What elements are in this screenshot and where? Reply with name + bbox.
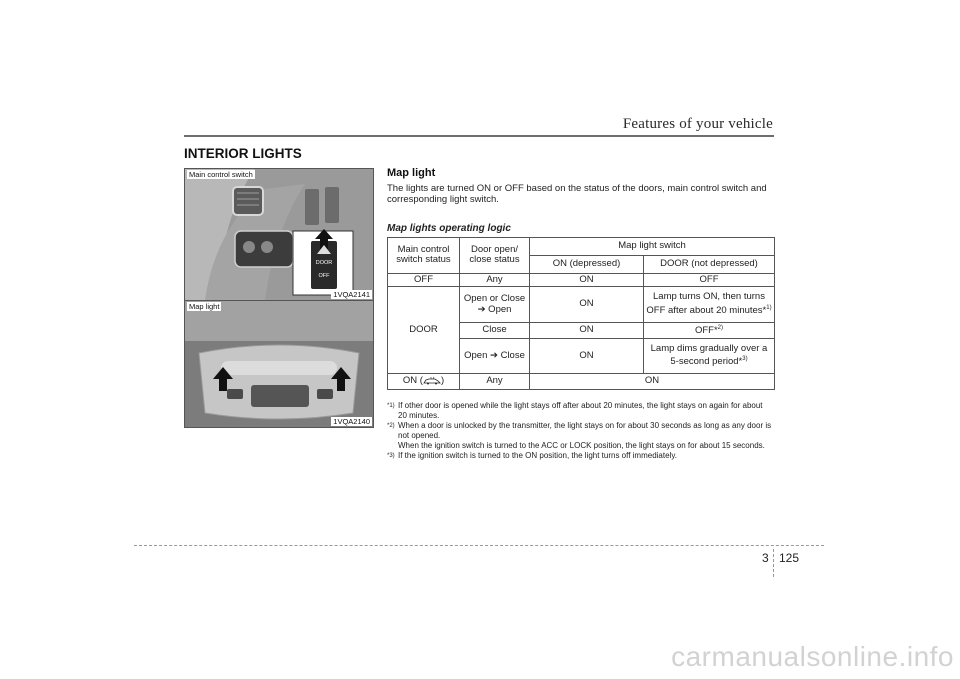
table-cell: Close (460, 322, 530, 338)
table-cell: Open ➔ Close (460, 338, 530, 374)
watermark: carmanualsonline.info (671, 641, 954, 672)
table-cell: Lamp turns ON, then turns OFF after about 20 minutes*$^{1)}$ (644, 287, 775, 323)
header-main-control: Main control switch status (388, 238, 460, 274)
table-cell: Lamp dims gradually over a 5-second period*$^{3)}$ (644, 338, 775, 374)
table-cell: ON (530, 374, 775, 390)
table-cell: Any (460, 374, 530, 390)
footnote-2-continued: When the ignition switch is turned to the ACC or LOCK position, the light stays on for about 15 seconds. (398, 441, 765, 450)
header-title: Features of your vehicle (622, 116, 773, 132)
table-cell: Open or Close ➔ Open (460, 287, 530, 323)
footnotes (387, 401, 772, 461)
door-open-car-icon (423, 376, 441, 385)
table-title: Map lights operating logic (387, 223, 511, 234)
section-title: INTERIOR LIGHTS (184, 146, 302, 161)
header-map-light-switch: Map light switch (530, 238, 775, 256)
page-chapter: 3 (762, 551, 769, 565)
figure-label-main-control-switch: Main control switch (189, 170, 253, 179)
main-control-switch-illustration (185, 169, 373, 300)
table-cell: OFF*$^{2)}$ (644, 322, 775, 338)
figure-code-2: 1VQA2140 (333, 417, 370, 426)
figure-map-light (184, 300, 374, 428)
figure-main-control-switch (184, 168, 374, 301)
header-on-depressed: ON (depressed) (530, 255, 644, 273)
switch-off-label: OFF (318, 273, 330, 279)
figure-code-1: 1VQA2141 (333, 290, 370, 299)
table-cell: ON (530, 322, 644, 338)
figure-label-map-light: Map light (189, 302, 220, 311)
table-cell: Any (460, 273, 530, 287)
table-cell: ON ( ) (388, 374, 460, 390)
switch-door-label: DOOR (315, 260, 333, 266)
page-number: 125 (779, 551, 800, 565)
table-cell: OFF (388, 273, 460, 287)
table-cell-door-group: DOOR (388, 287, 460, 374)
map-light-intro: The lights are turned ON or OFF based on the status of the doors, main control switch and corresponding light switch. (387, 183, 767, 205)
footer-rule (134, 545, 824, 546)
map-light-logic-table (387, 237, 775, 390)
page-divider (773, 549, 774, 577)
header-door-status: Door open/ close status (460, 238, 530, 274)
footnote-1: *1) If other door is opened while the light stays off after about 20 minutes, the light stays on again for about 20 minutes. (387, 401, 763, 420)
footnote-3: *3) If the ignition switch is turned to the ON position, the light turns off immediately. (387, 451, 677, 460)
table-cell: ON (530, 273, 644, 287)
table-cell: ON (530, 287, 644, 323)
map-light-illustration (185, 301, 373, 427)
map-light-title: Map light (387, 167, 436, 179)
header-rule (184, 135, 774, 137)
table-cell: ON (530, 338, 644, 374)
table-cell: OFF (644, 273, 775, 287)
footnote-2: *2) When a door is unlocked by the transmitter, the light stays on for about 30 seconds as long as any door is not opened. (387, 421, 772, 440)
header-door-not-depressed: DOOR (not depressed) (644, 255, 775, 273)
